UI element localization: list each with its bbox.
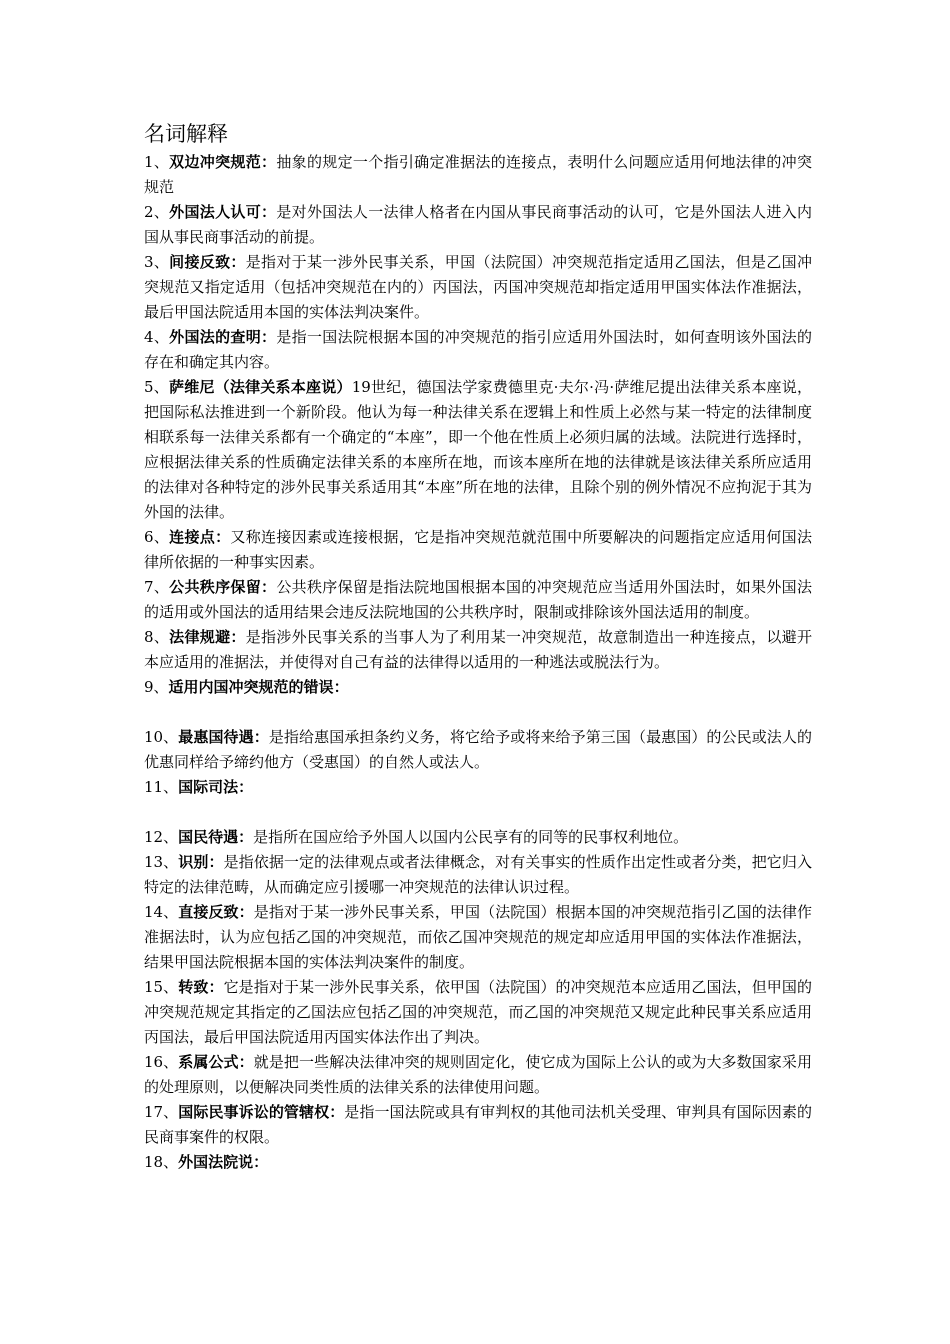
entry-number: 1、 bbox=[144, 153, 170, 171]
glossary-entry bbox=[144, 250, 812, 325]
entry-number: 16、 bbox=[144, 1053, 179, 1071]
entry-number: 12、 bbox=[144, 828, 179, 846]
entry-number: 14、 bbox=[144, 903, 179, 921]
entry-definition: 是指一国法院或具有审判权的其他司法机关受理、审判具有国际因素的民商事案件的权限。 bbox=[144, 1103, 812, 1146]
entry-number: 11、 bbox=[144, 778, 179, 796]
glossary-entry bbox=[144, 1150, 812, 1175]
entry-term: 外国法院说 bbox=[178, 1153, 254, 1171]
entry-separator: ： bbox=[333, 678, 349, 696]
entry-term: 转致 bbox=[178, 978, 209, 996]
entry-number: 2、 bbox=[144, 203, 170, 221]
entry-term: 法律规避 bbox=[169, 628, 231, 646]
entry-list bbox=[144, 150, 812, 1175]
entry-number: 7、 bbox=[144, 578, 170, 596]
entry-definition: 是指对于某一涉外民事关系，甲国（法院国）冲突规范指定适用乙国法，但是乙国冲突规范又指定适用（包括冲突规范在内的）丙国法，丙国冲突规范却指定适用甲国实体法作准据法，最后甲国法院适用本国的实体法判决案件。 bbox=[144, 253, 812, 321]
entry-term: 国民待遇 bbox=[178, 828, 239, 846]
entry-term: 国际司法 bbox=[178, 778, 239, 796]
entry-definition: 是指涉外民事关系的当事人为了利用某一冲突规范，故意制造出一种连接点，以避开本应适用的准据法，并使得对自己有益的法律得以适用的一种逃法或脱法行为。 bbox=[144, 628, 812, 671]
entry-definition: 是指给惠国承担条约义务，将它给予或将来给予第三国（最惠国）的公民或法人的优惠同样给予缔约他方（受惠国）的自然人或法人。 bbox=[144, 728, 812, 771]
glossary-entry bbox=[144, 675, 812, 700]
glossary-entry bbox=[144, 525, 812, 575]
entry-separator: ： bbox=[238, 778, 254, 796]
entry-number: 6、 bbox=[144, 528, 170, 546]
entry-term: 公共秩序保留 bbox=[169, 578, 262, 596]
entry-number: 5、 bbox=[144, 378, 169, 396]
entry-definition: 公共秩序保留是指法院地国根据本国的冲突规范应当适用外国法时，如果外国法的适用或外国法的适用结果会违反法院地国的公共秩序时，限制或排除该外国法适用的制度。 bbox=[144, 578, 812, 621]
glossary-entry bbox=[144, 775, 812, 800]
page-title: 名词解释 bbox=[144, 122, 228, 146]
entry-separator: ： bbox=[208, 978, 224, 996]
document-page bbox=[144, 118, 812, 1175]
glossary-entry bbox=[144, 375, 812, 525]
glossary-entry bbox=[144, 725, 812, 775]
glossary-entry bbox=[144, 1100, 812, 1150]
entry-separator: ： bbox=[261, 328, 277, 346]
entry-separator: ： bbox=[230, 628, 246, 646]
entry-separator: ： bbox=[238, 1053, 254, 1071]
entry-term: 直接反致 bbox=[178, 903, 239, 921]
glossary-entry bbox=[144, 900, 812, 975]
entry-term: 间接反致 bbox=[169, 253, 231, 271]
entry-separator: ： bbox=[253, 728, 269, 746]
entry-definition: 是指所在国应给予外国人以国内公民享有的同等的民事权利地位。 bbox=[253, 828, 689, 846]
entry-number: 18、 bbox=[144, 1153, 179, 1171]
glossary-entry bbox=[144, 325, 812, 375]
entry-definition: 它是指对于某一涉外民事关系，依甲国（法院国）的冲突规范本应适用乙国法，但甲国的冲突规范规定其指定的乙国法应包括乙国的冲突规范，而乙国的冲突规范又规定此种民事关系应适用丙国法，最后甲国法院适用丙国实体法作出了判决。 bbox=[144, 978, 812, 1046]
entry-separator: ： bbox=[261, 578, 277, 596]
entry-separator: ： bbox=[215, 528, 231, 546]
entry-number: 10、 bbox=[144, 728, 179, 746]
entry-term: 连接点 bbox=[169, 528, 216, 546]
entry-number: 9、 bbox=[144, 678, 169, 696]
entry-number: 8、 bbox=[144, 628, 170, 646]
entry-separator: ： bbox=[238, 828, 254, 846]
blank-line bbox=[144, 700, 812, 725]
entry-definition: 是指一国法院根据本国的冲突规范的指引应适用外国法时，如何查明该外国法的存在和确定其内容。 bbox=[144, 328, 812, 371]
entry-separator: ： bbox=[329, 1103, 345, 1121]
entry-definition: 是对外国法人一法律人格者在内国从事民商事活动的认可，它是外国法人进入内国从事民商事活动的前提。 bbox=[144, 203, 812, 246]
glossary-entry bbox=[144, 625, 812, 675]
glossary-entry bbox=[144, 200, 812, 250]
glossary-entry bbox=[144, 150, 812, 200]
entry-term: 适用内国冲突规范的错误 bbox=[168, 678, 334, 696]
entry-separator: ： bbox=[253, 1153, 269, 1171]
entry-definition: 19世纪，德国法学家费德里克·夫尔·冯·萨维尼提出法律关系本座说，把国际私法推进到一个新阶段。他认为每一种法律关系在逻辑上和性质上必然与某一特定的法律制度相联系每一法律关系都有一个确定的“本座”，即一个他在性质上必须归属的法域。法院进行选择时，应根据法律关系的性质确定法律关系的本座所在地，而该本座所在地的法律就是该法律关系所应适用的法律对各种特定的涉外民事关系适用其“本座”所在地的法律，且除个别的例外情况不应拘泥于其为外国的法律。 bbox=[144, 378, 812, 521]
entry-term: 双边冲突规范 bbox=[169, 153, 262, 171]
entry-number: 13、 bbox=[144, 853, 179, 871]
blank-line bbox=[144, 800, 812, 825]
entry-term: 国际民事诉讼的管辖权 bbox=[178, 1103, 330, 1121]
entry-separator: ： bbox=[230, 253, 246, 271]
entry-term: 外国法人认可 bbox=[169, 203, 262, 221]
entry-separator: ： bbox=[261, 153, 277, 171]
entry-term: 最惠国待遇 bbox=[178, 728, 254, 746]
entry-definition: 抽象的规定一个指引确定准据法的连接点，表明什么问题应适用何地法律的冲突规范 bbox=[144, 153, 812, 196]
glossary-entry bbox=[144, 575, 812, 625]
entry-term: 萨维尼（法律关系本座说） bbox=[169, 378, 352, 396]
entry-separator: ： bbox=[238, 903, 254, 921]
entry-number: 15、 bbox=[144, 978, 179, 996]
entry-separator: ： bbox=[261, 203, 277, 221]
glossary-entry bbox=[144, 825, 812, 850]
entry-separator: ： bbox=[208, 853, 224, 871]
entry-term: 外国法的查明 bbox=[169, 328, 262, 346]
entry-term: 系属公式 bbox=[178, 1053, 239, 1071]
entry-definition: 又称连接因素或连接根据，它是指冲突规范就范围中所要解决的问题指定应适用何国法律所依据的一种事实因素。 bbox=[144, 528, 812, 571]
entry-definition: 是指依据一定的法律观点或者法律概念，对有关事实的性质作出定性或者分类，把它归入特定的法律范畴，从而确定应引援哪一冲突规范的法律认识过程。 bbox=[144, 853, 812, 896]
glossary-entry bbox=[144, 975, 812, 1050]
entry-number: 4、 bbox=[144, 328, 170, 346]
entry-number: 17、 bbox=[144, 1103, 179, 1121]
entry-definition: 就是把一些解决法律冲突的规则固定化，使它成为国际上公认的或为大多数国家采用的处理原则，以便解决同类性质的法律关系的法律使用问题。 bbox=[144, 1053, 812, 1096]
entry-term: 识别 bbox=[178, 853, 209, 871]
glossary-entry bbox=[144, 1050, 812, 1100]
glossary-entry bbox=[144, 850, 812, 900]
entry-number: 3、 bbox=[144, 253, 170, 271]
entry-definition: 是指对于某一涉外民事关系，甲国（法院国）根据本国的冲突规范指引乙国的法律作准据法时，认为应包括乙国的冲突规范，而依乙国冲突规范的规定却应适用甲国的实体法作准据法，结果甲国法院根据本国的实体法判决案件的制度。 bbox=[144, 903, 812, 971]
